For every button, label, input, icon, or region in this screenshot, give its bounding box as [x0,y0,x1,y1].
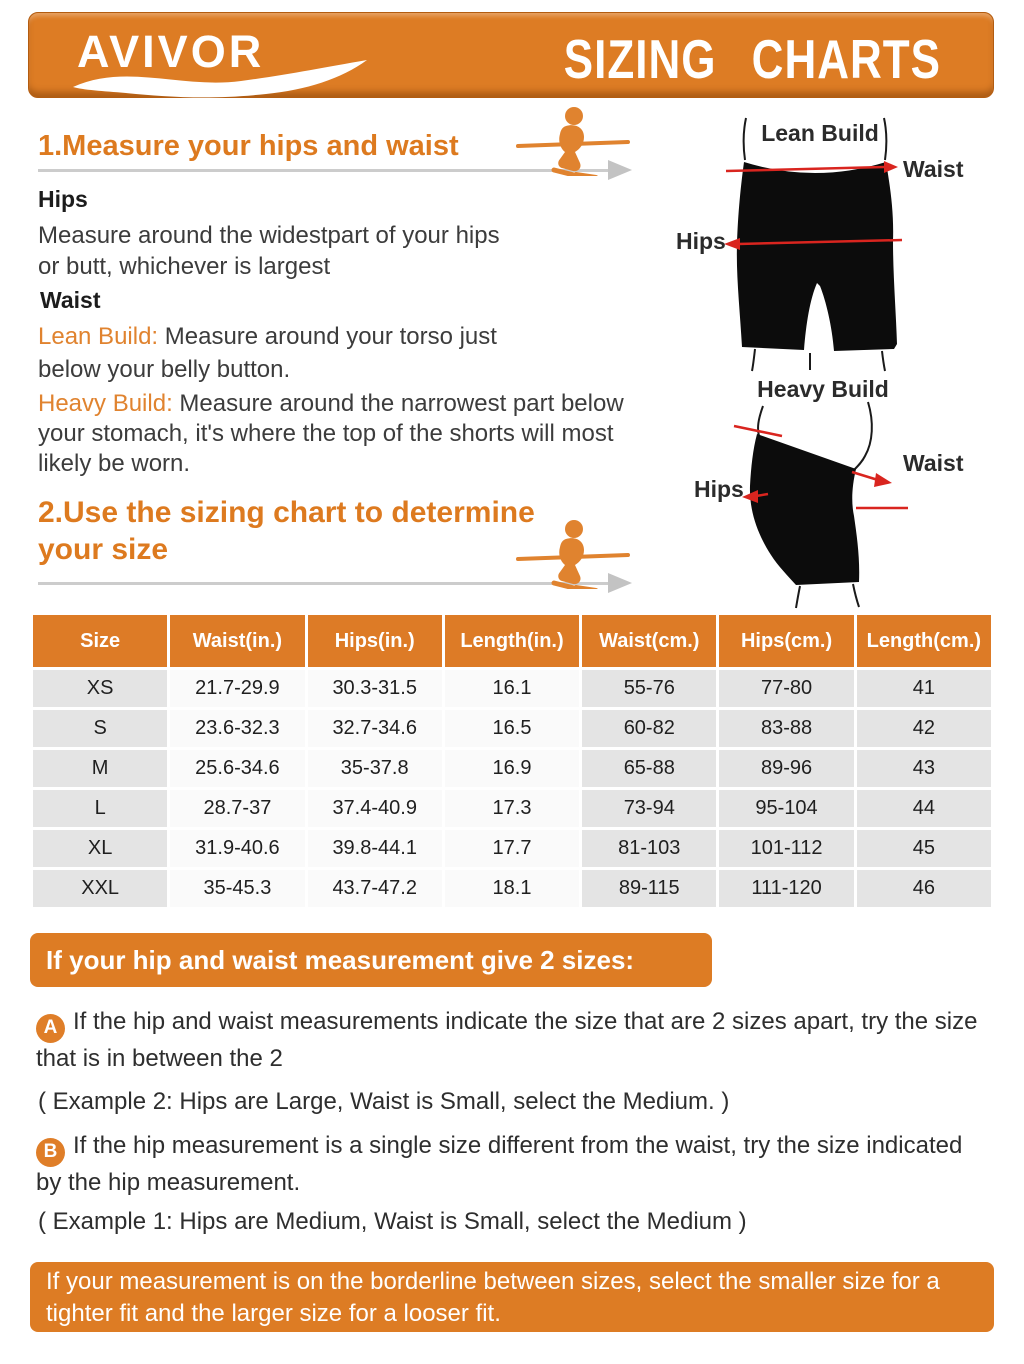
lean-waist-label: Waist [903,156,964,182]
table-cell: 81-103 [582,830,716,867]
lean-build-figure [660,116,1000,372]
table-cell: 77-80 [719,670,853,707]
table-row [33,670,991,707]
column-header: Waist(cm.) [582,615,716,667]
table-cell: 111-120 [719,870,853,907]
skier-icon [516,106,630,176]
table-cell: 45 [857,830,991,867]
example-2-text: ( Example 2: Hips are Large, Waist is Small, select the Medium. ) [38,1088,730,1115]
column-header: Size [33,615,167,667]
note-point-b [36,1130,992,1199]
table-cell: 16.1 [445,670,579,707]
column-header: Hips(in.) [308,615,442,667]
table-cell: 16.9 [445,750,579,787]
table-row [33,750,991,787]
lean-hips-label: Hips [676,228,726,254]
size-table-header [33,615,991,667]
table-cell: M [33,750,167,787]
table-header-row [33,615,991,667]
heavy-hips-label: Hips [694,476,744,502]
hips-instructions: Measure around the widestpart of your hips or butt, whichever is largest [38,222,500,280]
table-cell: 55-76 [582,670,716,707]
table-cell: 44 [857,790,991,827]
table-cell: XL [33,830,167,867]
table-cell: 35-37.8 [308,750,442,787]
note-point-a [36,1006,992,1075]
table-cell: 32.7-34.6 [308,710,442,747]
column-header: Waist(in.) [170,615,304,667]
table-cell: 28.7-37 [170,790,304,827]
table-row [33,790,991,827]
table-cell: 25.6-34.6 [170,750,304,787]
skier-icon [516,519,630,589]
table-cell: 73-94 [582,790,716,827]
two-sizes-banner: If your hip and waist measurement give 2 sizes: [30,933,712,987]
table-cell: 30.3-31.5 [308,670,442,707]
table-cell: 23.6-32.3 [170,710,304,747]
table-cell: 17.3 [445,790,579,827]
point-b-text: If the hip measurement is a single size different from the waist, try the size indicated by the hip measurement. [36,1132,963,1196]
heavy-build-figure [660,372,1000,610]
heavy-waist-label: Waist [903,450,964,476]
column-header: Hips(cm.) [719,615,853,667]
table-cell: S [33,710,167,747]
table-cell: 37.4-40.9 [308,790,442,827]
table-cell: XS [33,670,167,707]
table-cell: 31.9-40.6 [170,830,304,867]
size-table-body [33,670,991,907]
heavy-build-instructions [38,389,636,479]
brand-logo [77,27,357,89]
badge-a: A [36,1014,65,1043]
lean-build-label: Lean Build: [38,323,159,350]
table-cell: 17.7 [445,830,579,867]
borderline-tip-banner: If your measurement is on the borderline between sizes, select the smaller size for a tighter fit and the larger size for a looser fit. [30,1262,994,1332]
waist-label: Waist [40,287,101,313]
table-cell: XXL [33,870,167,907]
heavy-build-figure-title: Heavy Build [757,376,889,402]
table-cell: 41 [857,670,991,707]
lean-build-figure-title: Lean Build [761,120,879,146]
table-cell: 89-96 [719,750,853,787]
column-header: Length(cm.) [857,615,991,667]
column-header: Length(in.) [445,615,579,667]
badge-b: B [36,1138,65,1167]
table-cell: 101-112 [719,830,853,867]
table-cell: 46 [857,870,991,907]
brand-logo-text: AVIVOR [77,26,265,77]
heavy-build-label: Heavy Build: [38,390,173,417]
table-cell: 43 [857,750,991,787]
table-cell: 95-104 [719,790,853,827]
table-cell: 35-45.3 [170,870,304,907]
point-a-text: If the hip and waist measurements indicate the size that are 2 sizes apart, try the size that is in between the 2 [36,1008,978,1072]
brand-swoosh-icon [71,59,371,99]
table-cell: 43.7-47.2 [308,870,442,907]
page-title: SIZING CHARTS [563,29,941,91]
header-banner [28,12,994,98]
lean-build-text: Measure around your torso just below your belly button. [38,323,497,383]
table-cell: 39.8-44.1 [308,830,442,867]
section1-heading: 1.Measure your hips and waist [38,130,459,162]
section2-heading: 2.Use the sizing chart to determine your size [38,496,535,566]
hips-label: Hips [38,186,88,212]
table-cell: 83-88 [719,710,853,747]
table-cell: 21.7-29.9 [170,670,304,707]
example-1-text: ( Example 1: Hips are Medium, Waist is Small, select the Medium ) [38,1208,747,1235]
size-table [30,612,994,910]
table-row [33,830,991,867]
table-cell: 18.1 [445,870,579,907]
table-cell: L [33,790,167,827]
table-cell: 16.5 [445,710,579,747]
lean-build-instructions [38,320,566,386]
table-cell: 60-82 [582,710,716,747]
heavy-build-text: Measure around the narrowest part below your stomach, it's where the top of the shorts will most likely be worn. [38,390,624,477]
table-row [33,870,991,907]
table-row [33,710,991,747]
table-cell: 65-88 [582,750,716,787]
table-cell: 42 [857,710,991,747]
table-cell: 89-115 [582,870,716,907]
